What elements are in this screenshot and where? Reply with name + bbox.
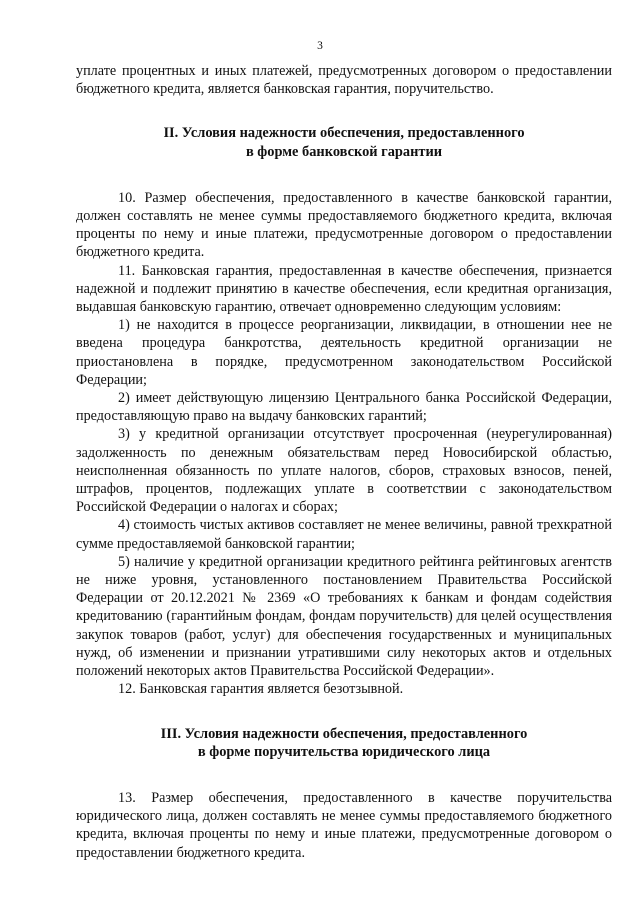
clause-11-item-4: 4) стоимость чистых активов составляет не менее величины, равной трехкратной сумме предоставляемой банковской гарантии; <box>76 517 612 552</box>
section-3-heading-line-2: в форме поручительства юридического лица <box>197 743 491 760</box>
section-3-heading <box>76 725 612 761</box>
section-2-heading-line-2: в форме банковской гарантии <box>245 143 443 160</box>
clause-11-item-5: 5) наличие у кредитной организации кредитного рейтинга рейтинговых агентств не ниже уровня, установленного постановлением Правительства Российской Федерации от 20.12.2021 № 2369 «О требованиях к банкам и фондам содействия кредитованию (гарантийным фондам, фондам поручительств) для целей осуществления закупок товаров (работ, услуг) для обеспечения государственных и муниципальных нужд, об изменении и признании утратившими силу некоторых актов и отдельных положений некоторых актов Правительства Российской Федерации». <box>76 553 612 680</box>
section-2-heading-line-1: II. Условия надежности обеспечения, предоставленного <box>163 125 525 142</box>
page-number: 3 <box>317 40 323 52</box>
clause-11-item-2: 2) имеет действующую лицензию Центрального банка Российской Федерации, предоставляющую право на выдачу банковских гарантий; <box>76 390 612 425</box>
clause-11-item-1: 1) не находится в процессе реорганизации, ликвидации, в отношении нее не введена процедура банкротства, деятельность кредитной организации не приостановлена в порядке, предусмотренном законодательством Российской Федерации; <box>76 317 612 388</box>
intro-continuation-paragraph: уплате процентных и иных платежей, предусмотренных договором о предоставлении бюджетного кредита, является банковская гарантия, поручительство. <box>76 63 612 98</box>
clause-12-paragraph: 12. Банковская гарантия является безотзывной. <box>118 681 404 698</box>
clause-11-item-3: 3) у кредитной организации отсутствует просроченная (неурегулированная) задолженность по денежным обязательствам перед Новосибирской областью, неисполненная обязанность по уплате налогов, сборов, страховых взносов, пеней, штрафов, процентов, подлежащих уплате в соответствии с законодательством Российской Федерации о налогах и сборах; <box>76 426 612 516</box>
clause-10-paragraph: 10. Размер обеспечения, предоставленного в качестве банковской гарантии, должен составлять не менее суммы предоставляемого бюджетного кредита, включая проценты по нему и иные платежи, предусмотренные договором о предоставлении бюджетного кредита. <box>76 189 612 261</box>
clause-11-paragraph: 11. Банковская гарантия, предоставленная в качестве обеспечения, признается надежной и подлежит принятию в качестве обеспечения, если кредитная организация, выдавшая банковскую гарантию, отвечает одновременно следующим условиям: <box>76 262 612 316</box>
clause-13-paragraph: 13. Размер обеспечения, предоставленного в качестве поручительства юридического лица, должен составлять не менее суммы предоставляемого бюджетного кредита, включая проценты по нему и иные платежи, предусмотренные договором о предоставлении бюджетного кредита. <box>76 789 612 861</box>
section-2-heading <box>76 124 612 160</box>
document-body <box>76 62 612 862</box>
section-3-heading-line-1: III. Условия надежности обеспечения, предоставленного <box>160 725 528 742</box>
